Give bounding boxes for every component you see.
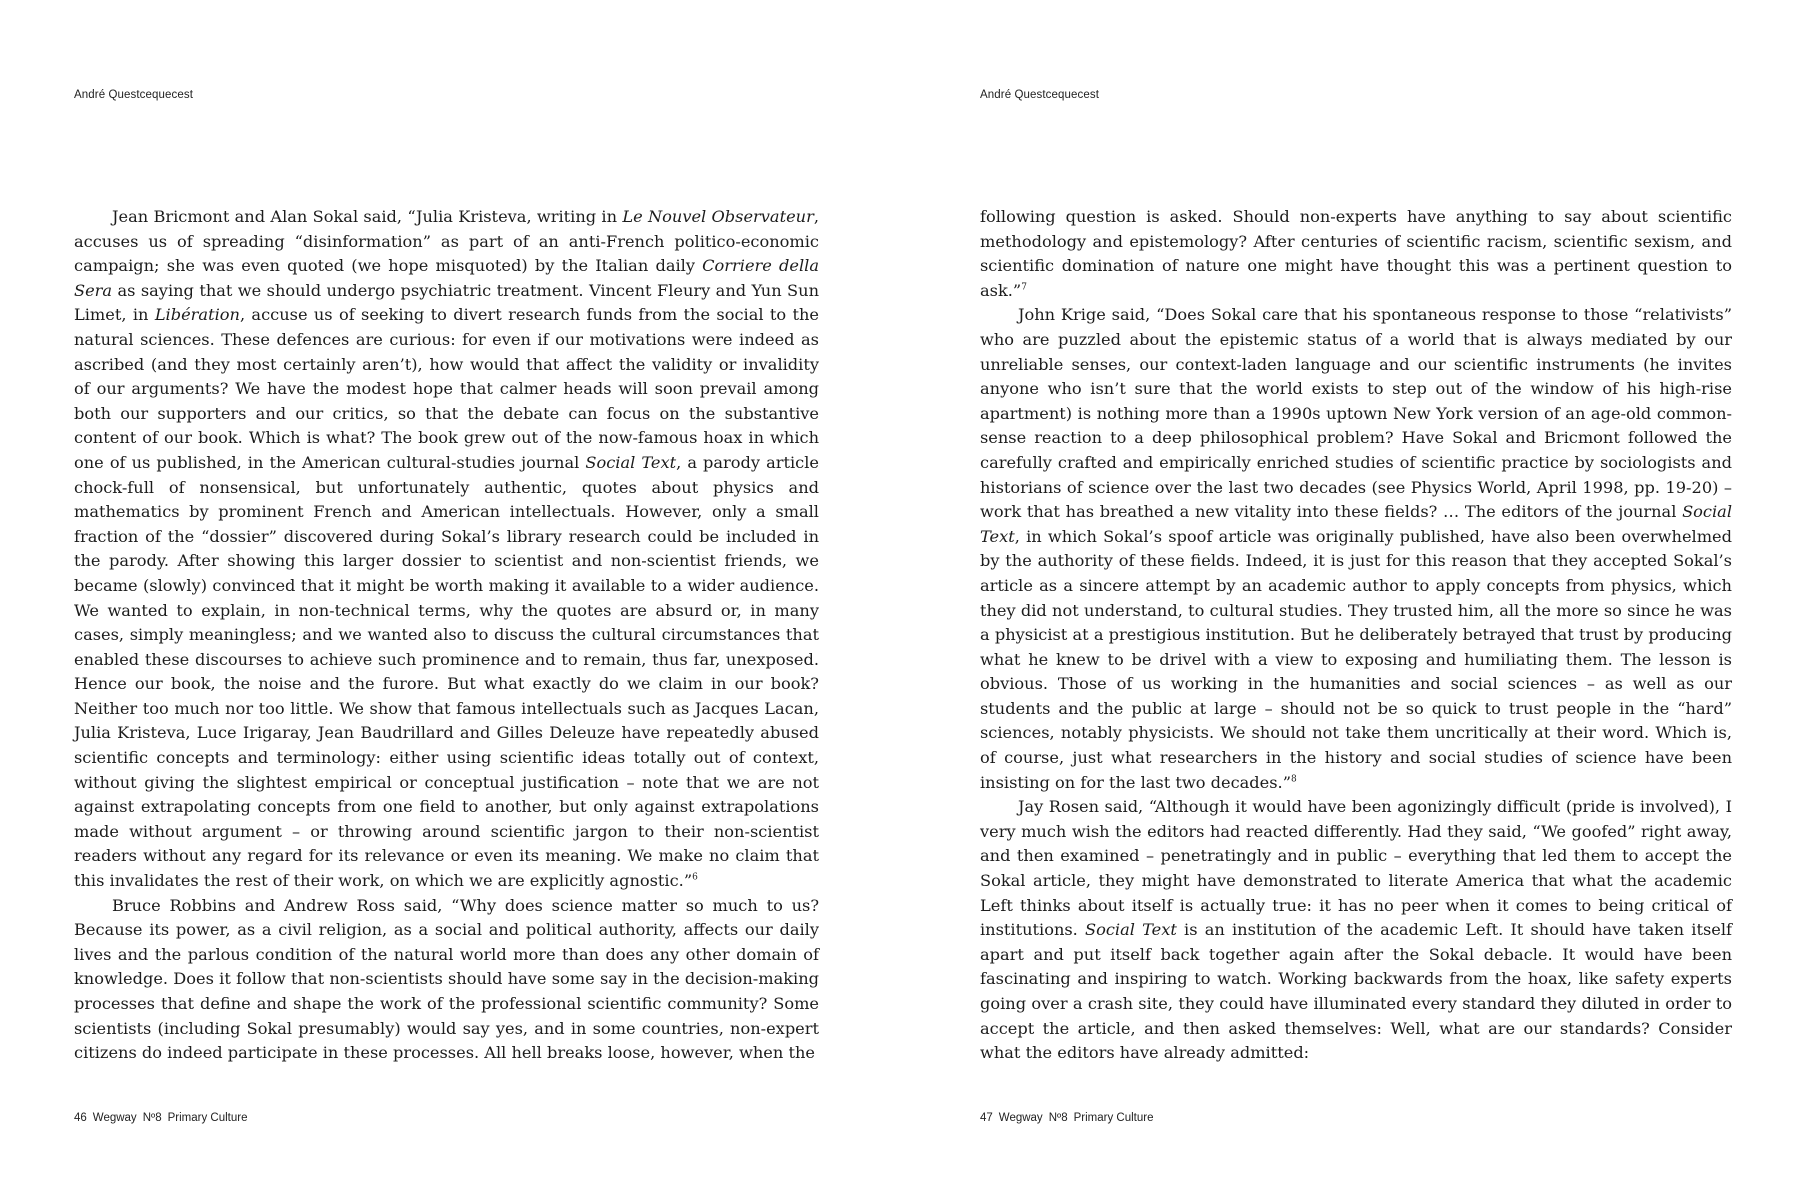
footnote-ref: 6 [692, 872, 698, 883]
text-run: , in which Sokal’s spoof article was originally published, have also been overwhelmed by the authority of these fields. Indeed, it is just for this reason that they accepted Sokal’s article as a sincere attempt by an academic author to apply concepts from physics, which they did not understand, to cultural studies. They trusted him, all the more so since he was a physicist at a prestigious institution. But he deliberately betrayed that trust by producing what he knew to be drivel with a view to exposing and humiliating them. The lesson is obvious. Those of us working in the humanities and social sciences – as well as our students and the public at large – should not be so quick to trust people in the “hard” sciences, notably physicists. We should not take them uncritically at their word. Which is, of course, just what researchers in the history and social studies of science have been insisting on for the last two decades.” [980, 526, 1732, 792]
page-number: 47 [980, 1112, 993, 1124]
text-run: , a parody article chock-full of nonsensical, but unfortunately authentic, quotes about physics and mathematics by prominent French and American intellectuals. However, only a small fraction of the “dossier” discovered during Sokal’s library research could be included in the parody. After showing this larger dossier to scientist and non-scientist friends, we became (slowly) convinced that it might be worth making it available to a wider audience. We wanted to explain, in non-technical terms, why the quotes are absurd or, in many cases, simply meaningless; and we wanted also to discuss the cultural circumstances that enabled these discourses to achieve such prominence and to remain, thus far, unexposed. Hence our book, the noise and the furore. But what exactly do we claim in our book? Neither too much nor too little. We show that famous intellectuals such as Jacques Lacan, Julia Kristeva, Luce Irigaray, Jean Baudrillard and Gilles Deleuze have repeatedly abused scientific concepts and terminology: either using scientific ideas totally out of context, without giving the slightest empirical or conceptual justification – note that we are not against extrapolating concepts from one field to another, but only against extrapolations made without argument – or throwing around scientific jargon to their non-scientist readers without any regard for its relevance or even its meaning. We make no claim that this invalidates the rest of their work, on which we are explicitly agnostic.” [74, 452, 820, 891]
journal-name: Wegway [998, 1112, 1043, 1124]
running-head: André Questcequecest [980, 89, 1099, 101]
italic-title: Social Text [1085, 920, 1177, 940]
paragraph [980, 205, 1732, 303]
text-run: following question is asked. Should non-experts have anything to say about scientific methodology and epistemology? After centuries of scientific racism, scientific sexism, and scientific domination of nature one might have thought this was a pertinent question to ask.” [980, 207, 1732, 300]
text-run: is an institution of the academic Left. It should have taken itself apart and put itself back together again after the Sokal debacle. It would have been fascinating and inspiring to watch. Working backwards from the hoax, like safety experts going over a crash site, they could have illuminated every standard they diluted in order to accept the article, and then asked themselves: Well, what are our standards? Consider what the editors have already admitted: [980, 920, 1732, 1063]
section-name: Primary Culture [167, 1112, 248, 1124]
italic-title: Social Text [980, 502, 1732, 546]
paragraph [980, 303, 1732, 795]
italic-title: Corriere della Sera [74, 256, 819, 300]
folio [980, 1112, 1159, 1124]
page-number: 46 [74, 1112, 87, 1124]
text-run: Jean Bricmont and Alan Sokal said, “Julia Kristeva, writing in [112, 207, 623, 226]
paragraph [74, 205, 819, 894]
journal-name: Wegway [92, 1112, 137, 1124]
italic-title: Social Text [585, 452, 677, 472]
italic-title: Le Nouvel Observateur [622, 207, 814, 226]
text-run: Jay Rosen said, “Although it would have been agonizingly difficult (pride is involved), I very much wish the editors had reacted differently. Had they said, “We goofed” right away, and then examined – penetratingly and in public – everything that led them to accept the Sokal article, they might have demonstrated to literate America that what the academic Left thinks about itself is actually true: it has no peer when it comes to being critical of institutions. [980, 797, 1732, 940]
text-run: Bruce Robbins and Andrew Ross said, “Why does science matter so much to us? Because its power, as a civil religion, as a social and political authority, affects our daily lives and the parlous condition of the natural world more than does any other domain of knowledge. Does it follow that non-scientists should have some say in the decision-making processes that define and shape the work of the professional scientific community? Some scientists (including Sokal presumably) would say yes, and in some countries, non-expert citizens do indeed participate in these processes. All hell breaks loose, however, when the [74, 895, 819, 1063]
text-run: , accuses us of spreading “disinformation” as part of an anti-French politico-economic campaign; she was even quoted (we hope misquoted) by the Italian daily [74, 207, 819, 276]
text-run: as saying that we should undergo psychiatric treatment. Vincent Fleury and Yun Sun Limet, in [74, 280, 819, 325]
issue-number: Nº8 [1048, 1112, 1068, 1124]
right-page [900, 0, 1800, 1200]
text-run: , accuse us of seeking to divert research funds from the social to the natural sciences. These defences are curious: for even if our motivations were indeed as ascribed (and they most certainly aren’t), how would that affect the validity or invalidity of our arguments? We have the modest hope that calmer heads will soon prevail among both our supporters and our critics, so that the debate can focus on the substantive content of our book. Which is what? The book grew out of the now-famous hoax in which one of us published, in the American cultural-studies journal [74, 305, 819, 472]
body-text [74, 205, 819, 1066]
running-head: André Questcequecest [74, 89, 193, 101]
issue-number: Nº8 [142, 1112, 162, 1124]
text-run: John Krige said, “Does Sokal care that his spontaneous response to those “relativists” who are puzzled about the epistemic status of a world that is always mediated by our unreliable senses, our context-laden language and our scientific instruments (he invites anyone who isn’t sure that the world exists to step out of the window of his high-rise apartment) is nothing more than a 1990s uptown New York version of an age-old common-sense reaction to a deep philosophical problem? Have Sokal and Bricmont followed the carefully crafted and empirically enriched studies of scientific practice by sociologists and historians of science over the last two decades (see Physics World, April 1998, pp. 19-20) – work that has breathed a new vitality into these fields? … The editors of the journal [980, 305, 1732, 522]
body-text [980, 205, 1732, 1066]
footnote-ref: 8 [1290, 774, 1297, 785]
paragraph [74, 894, 819, 1066]
italic-title: Libération [154, 305, 240, 325]
folio [74, 1112, 253, 1124]
footnote-ref: 7 [1021, 282, 1027, 293]
section-name: Primary Culture [1073, 1112, 1154, 1124]
paragraph [980, 795, 1732, 1066]
